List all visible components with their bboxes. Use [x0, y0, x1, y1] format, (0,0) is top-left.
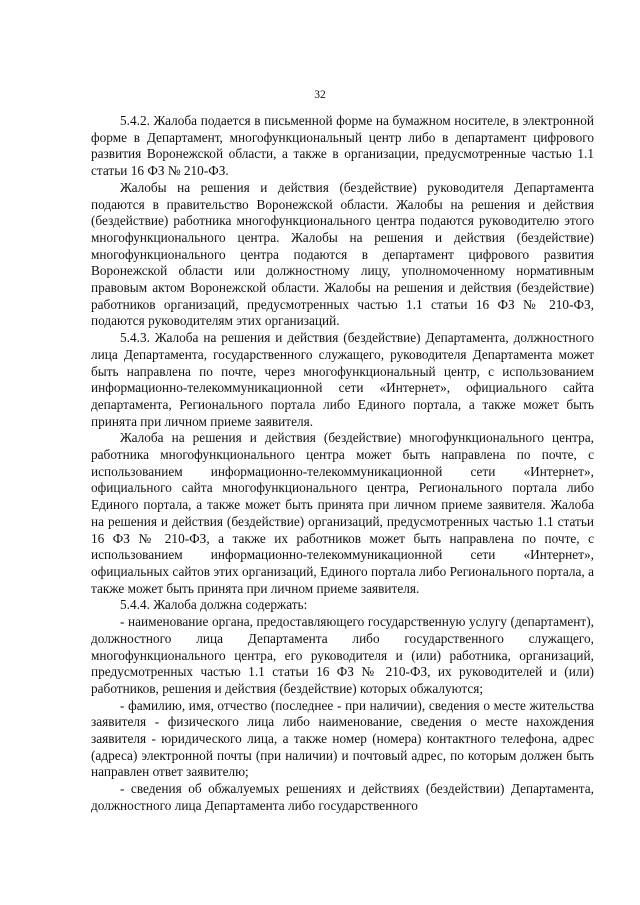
paragraph-5-4-2: 5.4.2. Жалоба подается в письменной форме на бумажном носителе, в электронной форме в Департамент, многофункциональный центр либо в департамент цифрового развития Воронежской области, а также в организации, предусмотренные частью 1.1 статьи 16 ФЗ № 210-ФЗ.: [91, 113, 594, 179]
list-item-authority-name: - наименование органа, предоставляющего государственную услугу (департамент), должностного лица Департамента либо государственного служащего, многофункционального центра, его руководителя и (или) работника, организаций, предусмотренных частью 1.1 статьи 16 ФЗ № 210-ФЗ, их руководителей и (или) работников, решения и действия (бездействие) которых обжалуются;: [91, 614, 594, 696]
list-item-appealed-decisions: - сведения об обжалуемых решениях и действиях (бездействии) Департамента, должностного лица Департамента либо государственного: [91, 781, 594, 813]
paragraph-5-4-4: 5.4.4. Жалоба должна содержать:: [120, 597, 308, 613]
paragraph-complaints-addressees: Жалобы на решения и действия (бездействие) руководителя Департамента подаются в правительство Воронежской области. Жалобы на решения и действия (бездействие) работника многофункционального центра подаются руководителю этого многофункционального центра. Жалобы на решения и действия (бездействие) многофункционального центра подаются в департамент цифрового развития Воронежской области или должностному лицу, уполномоченному нормативным правовым актом Воронежской области. Жалобы на решения и действия (бездействие) работников организаций, предусмотренных частью 1.1 статьи 16 ФЗ № 210-ФЗ, подаются руководителям этих организаций.: [91, 179, 594, 329]
paragraph-mfc-complaints: Жалоба на решения и действия (бездействие) многофункционального центра, работника многофункционального центра может быть направлена по почте, с использованием информационно-телекоммуникационной сети «Интернет», официального сайта многофункционального центра, Регионального портала либо Единого портала, а также может быть принята при личном приеме заявителя. Жалоба на решения и действия (бездействие) организаций, предусмотренных частью 1.1 статьи 16 ФЗ № 210-ФЗ, а также их работников может быть направлена по почте, с использованием информационно-телекоммуникационной сети «Интернет», официальных сайтов этих организаций, Единого портала либо Регионального портала, а также может быть принята при личном приеме заявителя.: [91, 430, 594, 596]
page-number: 32: [314, 89, 326, 101]
paragraph-5-4-3: 5.4.3. Жалоба на решения и действия (бездействие) Департамента, должностного лица Департамента, государственного служащего, руководителя Департамента может быть направлена по почте, через многофункциональный центр, с использованием информационно-телекоммуникационной сети «Интернет», официального сайта департамента, Регионального портала либо Единого портала, а также может быть принята при личном приеме заявителя.: [91, 330, 594, 429]
document-body: [91, 113, 594, 815]
list-item-applicant-details: - фамилию, имя, отчество (последнее - при наличии), сведения о месте жительства заявителя - физического лица либо наименование, сведения о месте нахождения заявителя - юридического лица, а также номер (номера) контактного телефона, адрес (адреса) электронной почты (при наличии) и почтовый адрес, по которым должен быть направлен ответ заявителю;: [91, 697, 594, 780]
